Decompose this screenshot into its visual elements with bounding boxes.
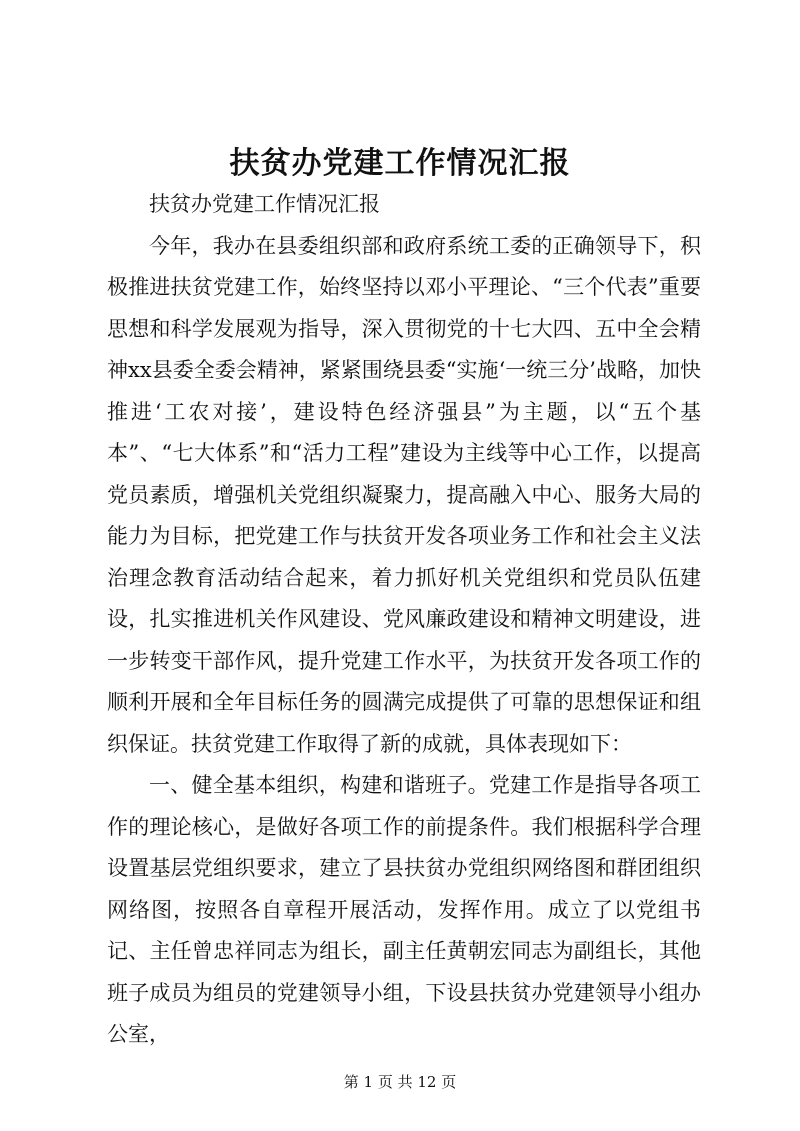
page-footer: 第 1 页 共 12 页 xyxy=(343,1073,457,1091)
subtitle-paragraph: 扶贫办党建工作情况汇报 xyxy=(149,192,380,216)
document-title: 扶贫办党建工作情况汇报 xyxy=(229,146,571,181)
body-paragraph-section-one: 一、健全基本组织，构建和谐班子。党建工作是指导各项工作的理论核心，是做好各项工作的前提条件。我们根据科学合理设置基层党组织要求，建立了县扶贫办党组织网络图和群团组织网络图，按照各自章程开展活动，发挥作用。成立了以党组书记、主任曾忠祥同志为组长，副主任黄朝宏同志为副组长，其他班子成员为组员的党建领导小组，下设县扶贫办党建领导小组办公室， xyxy=(107,773,701,1046)
body-paragraph-intro: 今年，我办在县委组织部和政府系统工委的正确领导下，积极推进扶贫党建工作，始终坚持以邓小平理论、“三个代表”重要思想和科学发展观为指导，深入贯彻党的十七大四、五中全会精神xx县委全委会精神，紧紧围绕县委“实施‘一统三分’战略，加快推进‘工农对接’，建设特色经济强县”为主题，以“五个基本”、“七大体系”和“活力工程”建设为主线等中心工作，以提高党员素质，增强机关党组织凝聚力，提高融入中心、服务大局的能力为目标，把党建工作与扶贫开发各项业务工作和社会主义法治理念教育活动结合起来，着力抓好机关党组织和党员队伍建设，扎实推进机关作风建设、党风廉政建设和精神文明建设，进一步转变干部作风，提升党建工作水平，为扶贫开发各项工作的顺利开展和全年目标任务的圆满完成提供了可靠的思想保证和组织保证。扶贫党建工作取得了新的成就，具体表现如下： xyxy=(107,233,701,756)
document-body xyxy=(107,184,701,1056)
